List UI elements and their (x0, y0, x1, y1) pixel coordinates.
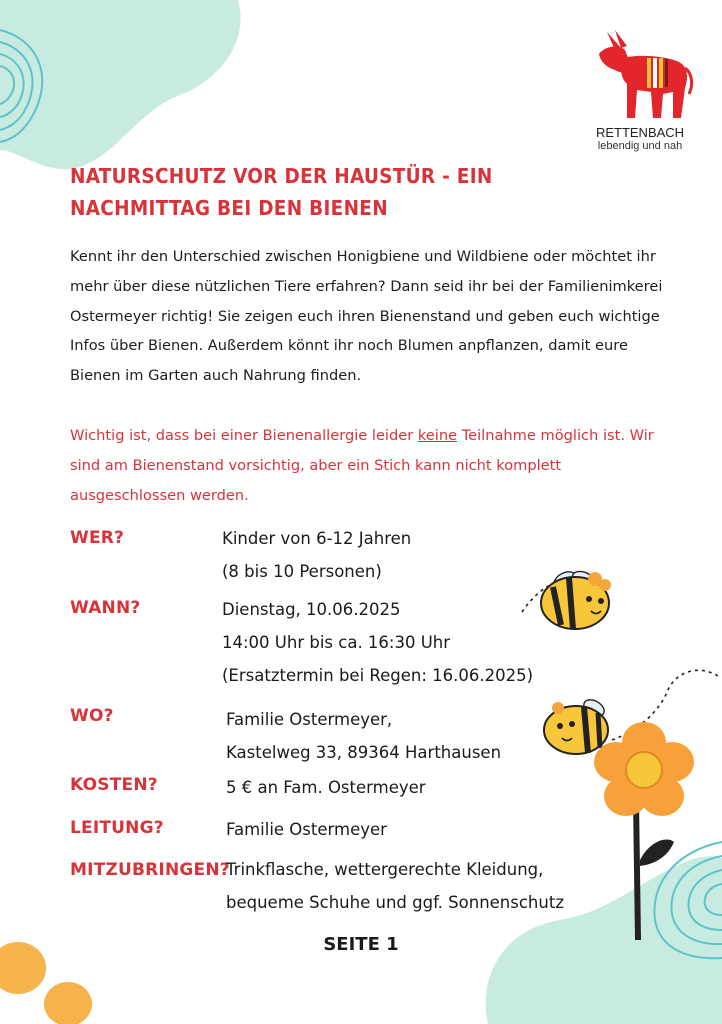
label-wann: WANN? (70, 598, 141, 618)
value-line: Dienstag, 10.06.2025 (222, 600, 401, 619)
label-wer: WER? (70, 528, 125, 548)
label-mitzubringen: MITZUBRINGEN? (70, 860, 230, 880)
value-line: Trinkflasche, wettergerechte Kleidung, (226, 860, 544, 879)
value-line: Kastelweg 33, 89364 Harthausen (226, 743, 502, 762)
value-line: Familie Ostermeyer (226, 820, 387, 839)
flower-icon (594, 722, 694, 940)
warning-emphasis: keine (417, 427, 458, 444)
bee-icon (544, 696, 608, 754)
warning-text-before: Wichtig ist, dass bei einer Bienenallergie leider (70, 427, 418, 444)
intro-paragraph: Kennt ihr den Unterschied zwischen Honigbiene und Wildbiene oder möchtet ihr mehr über diese nützlichen Tiere erfahren? Dann seid ihr bei der Familienimkerei Ostermeyer richtig! Sie zeigen euch ihren Bienenstand und geben euch wichtige Infos über Bienen. Außerdem könnt ihr noch Blumen anpflanzen, damit eure Bienen im Garten auch Nahrung finden. (70, 248, 663, 385)
value-line: (Ersatztermin bei Regen: 16.06.2025) (222, 666, 534, 685)
value-line: Familie Ostermeyer, (226, 710, 393, 729)
label-wo: WO? (70, 706, 114, 726)
page-number: SEITE 1 (323, 934, 399, 955)
label-kosten: KOSTEN? (70, 775, 158, 795)
value-line: Kinder von 6-12 Jahren (222, 529, 412, 548)
bee-icon (541, 568, 611, 629)
value-line: (8 bis 10 Personen) (222, 562, 382, 581)
label-leitung: LEITUNG? (70, 818, 164, 838)
value-line: 5 € an Fam. Ostermeyer (226, 778, 426, 797)
value-line: 14:00 Uhr bis ca. 16:30 Uhr (222, 633, 451, 652)
value-line: bequeme Schuhe und ggf. Sonnenschutz (226, 893, 564, 912)
warning-text-after: Teilnahme möglich ist. Wir sind am Bienenstand vorsichtig, aber ein Stich kann nicht komplett ausgeschlossen werden. (70, 427, 654, 504)
page-title: NATURSCHUTZ VOR DER HAUSTÜR - EIN NACHMITTAG BEI DEN BIENEN (70, 164, 493, 220)
logo-name: RETTENBACH (595, 125, 685, 140)
logo-slogan: lebendig und nah (597, 140, 683, 152)
